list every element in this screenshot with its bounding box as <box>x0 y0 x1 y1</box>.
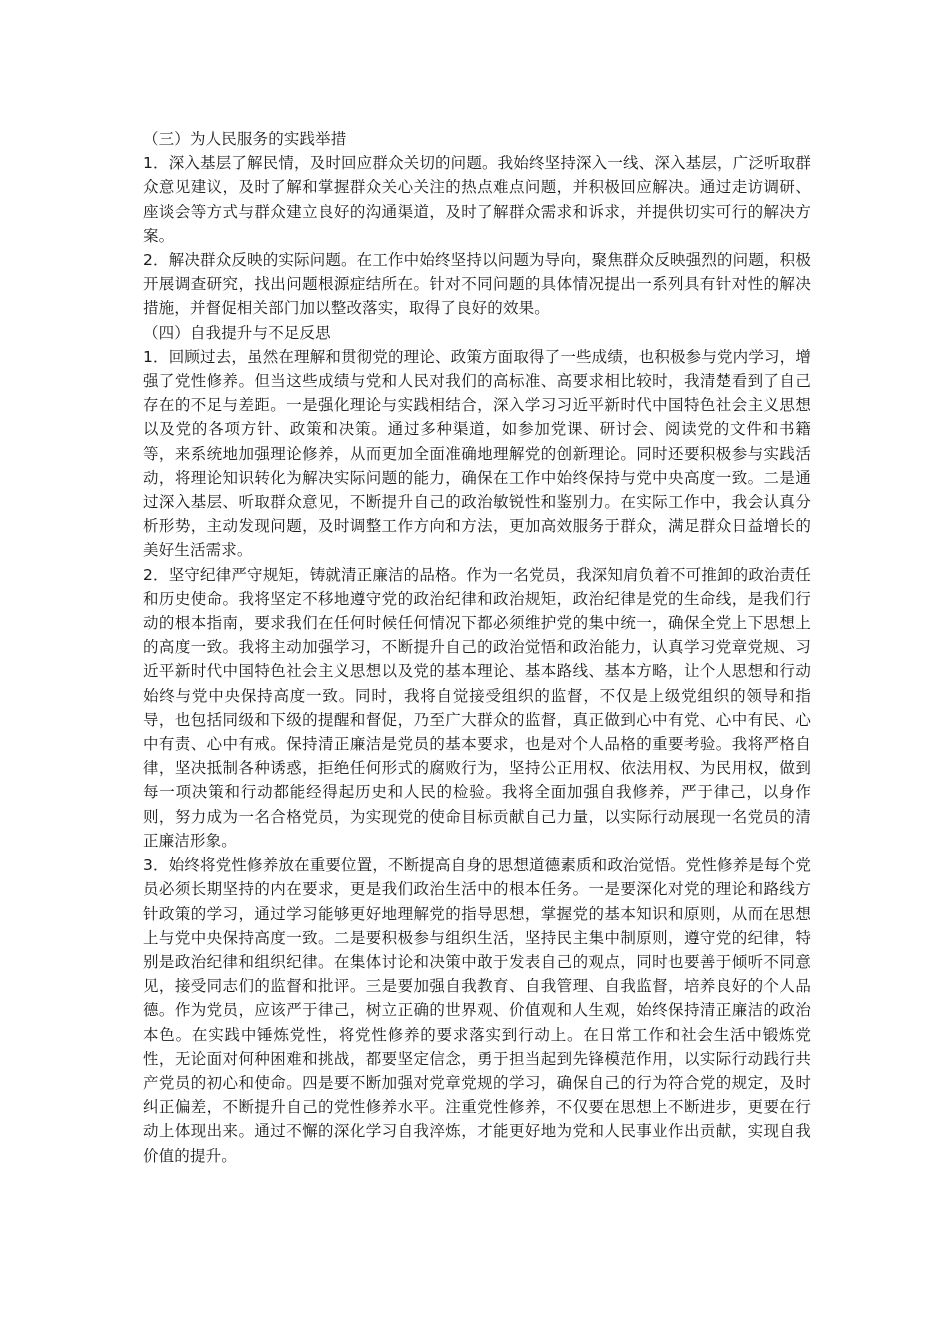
paragraph-4-2: 2．坚守纪律严守规矩，铸就清正廉洁的品格。作为一名党员，我深知肩负着不可推卸的政治责任和历史使命。我将坚定不移地遵守党的政治纪律和政治规矩，政治纪律是党的生命线，是我们行动的根本指南，要求我们在任何时候任何情况下都必须维护党的集中统一，确保全党上下思想上的高度一致。我将主动加强学习，不断提升自己的政治觉悟和政治能力，认真学习党章党规、习近平新时代中国特色社会主义思想以及党的基本理论、基本路线、基本方略，让个人思想和行动始终与党中央保持高度一致。同时，我将自觉接受组织的监督，不仅是上级党组织的领导和指导，也包括同级和下级的提醒和督促，乃至广大群众的监督，真正做到心中有党、心中有民、心中有责、心中有戒。保持清正廉洁是党员的基本要求，也是对个人品格的重要考验。我将严格自律，坚决抵制各种诱惑，拒绝任何形式的腐败行为，坚持公正用权、依法用权、为民用权，做到每一项决策和行动都能经得起历史和人民的检验。我将全面加强自我修养，严于律己，以身作则，努力成为一名合格党员，为实现党的使命目标贡献自己力量，以实际行动展现一名党员的清正廉洁形象。 <box>143 565 811 850</box>
paragraph-3-1: 1．深入基层了解民情，及时回应群众关切的问题。我始终坚持深入一线、深入基层，广泛听取群众意见建议，及时了解和掌握群众关心关注的热点难点问题，并积极回应解决。通过走访调研、座谈会等方式与群众建立良好的沟通渠道，及时了解群众需求和诉求，并提供切实可行的解决方案。 <box>143 154 811 245</box>
document-body <box>143 127 811 1168</box>
paragraph-3-2: 2．解决群众反映的实际问题。在工作中始终坚持以问题为导向，聚焦群众反映强烈的问题，积极开展调查研究，找出问题根源症结所在。针对不同问题的具体情况提出一系列具有针对性的解决措施，并督促相关部门加以整改落实，取得了良好的效果。 <box>143 251 811 318</box>
paragraph-4-3: 3．始终将党性修养放在重要位置，不断提高自身的思想道德素质和政治觉悟。党性修养是每个党员必须长期坚持的内在要求，更是我们政治生活中的根本任务。一是要深化对党的理论和路线方针政策的学习，通过学习能够更好地理解党的指导思想，掌握党的基本知识和原则，从而在思想上与党中央保持高度一致。二是要积极参与组织生活，坚持民主集中制原则，遵守党的纪律，特别是政治纪律和组织纪律。在集体讨论和决策中敢于发表自己的观点，同时也要善于倾听不同意见，接受同志们的监督和批评。三是要加强自我教育、自我管理、自我监督，培养良好的个人品德。作为党员，应该严于律己，树立正确的世界观、价值观和人生观，始终保持清正廉洁的政治本色。在实践中锤炼党性，将党性修养的要求落实到行动上。在日常工作和社会生活中锻炼党性，无论面对何种困难和挑战，都要坚定信念，勇于担当起到先锋模范作用，以实际行动践行共产党员的初心和使命。四是要不断加强对党章党规的学习，确保自己的行为符合党的规定，及时纠正偏差，不断提升自己的党性修养水平。注重党性修养，不仅要在思想上不断进步，更要在行动上体现出来。通过不懈的深化学习自我淬炼，才能更好地为党和人民事业作出贡献，实现自我价值的提升。 <box>143 856 811 1165</box>
section-heading-four: （四）自我提升与不足反思 <box>143 323 331 342</box>
section-heading-three: （三）为人民服务的实践举措 <box>143 130 347 148</box>
paragraph-4-1: 1．回顾过去，虽然在理解和贯彻党的理论、政策方面取得了一些成绩，也积极参与党内学习，增强了党性修养。但当这些成绩与党和人民对我们的高标准、高要求相比较时，我清楚看到了自己存在的不足与差距。一是强化理论与实践相结合，深入学习习近平新时代中国特色社会主义思想以及党的各项方针、政策和决策。通过多种渠道，如参加党课、研讨会、阅读党的文件和书籍等，来系统地加强理论修养，从而更加全面准确地理解党的创新理论。同时还要积极参与实践活动，将理论知识转化为解决实际问题的能力，确保在工作中始终保持与党中央高度一致。二是通过深入基层、听取群众意见，不断提升自己的政治敏锐性和鉴别力。在实际工作中，我会认真分析形势，主动发现问题，及时调整工作方向和方法，更加高效服务于群众，满足群众日益增长的美好生活需求。 <box>143 347 811 560</box>
